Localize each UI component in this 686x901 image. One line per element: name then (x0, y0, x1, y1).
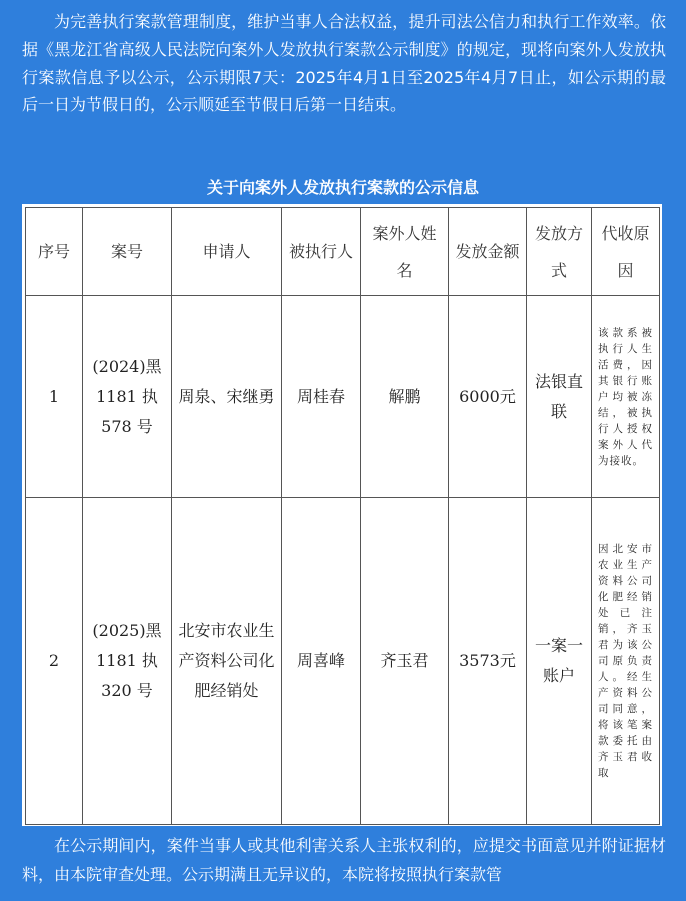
header-reason: 代收原因 (592, 208, 660, 296)
row-no: 1 (26, 296, 83, 498)
table-row (26, 498, 660, 825)
intro-paragraph: 为完善执行案款管理制度，维护当事人合法权益，提升司法公信力和执行工作效率。依据《黑龙江省高级人民法院向案外人发放执行案款公示制度》的规定，现将向案外人发放执行案款信息予以公示，公示期限7天：2025年4月1日至2025年4月7日止，如公示期的最后一日为节假日的，公示顺延至节假日后第一日结束。 (22, 12, 666, 115)
row-executed: 周桂春 (282, 296, 361, 498)
header-executed: 被执行人 (282, 208, 361, 296)
row-executed: 周喜峰 (282, 498, 361, 825)
row-method: 法银直联 (527, 296, 592, 498)
row-case: (2025)黑 1181 执 320 号 (83, 498, 172, 825)
row-case: (2024)黑 1181 执 578 号 (83, 296, 172, 498)
row-outsider: 齐玉君 (361, 498, 449, 825)
header-case: 案号 (83, 208, 172, 296)
table-row (26, 296, 660, 498)
row-amount: 3573元 (449, 498, 527, 825)
closing-paragraph: 在公示期间内，案件当事人或其他利害关系人主张权利的，应提交书面意见并附证据材料，由本院审查处理。公示期满且无异议的，本院将按照执行案款管 (22, 836, 666, 884)
header-outsider: 案外人姓名 (361, 208, 449, 296)
announcement-table (25, 207, 660, 825)
row-method: 一案一账户 (527, 498, 592, 825)
row-applicant: 周泉、宋继勇 (172, 296, 282, 498)
announcement-table-card (22, 204, 662, 826)
row-reason: 该款系被执行人生活费，因其银行账户均被冻结，被执行人授权案外人代为接收。 (592, 296, 660, 498)
row-amount: 6000元 (449, 296, 527, 498)
row-no: 2 (26, 498, 83, 825)
header-amount: 发放金额 (449, 208, 527, 296)
row-reason: 因北安市农业生产资料公司化肥经销处已注销，齐玉君为该公司原负责人。经生产资料公司同意，将该笔案款委托由齐玉君收取 (592, 498, 660, 825)
header-method: 发放方式 (527, 208, 592, 296)
table-header-row (26, 208, 660, 296)
row-outsider: 解鹏 (361, 296, 449, 498)
header-applicant: 申请人 (172, 208, 282, 296)
table-title: 关于向案外人发放执行案款的公示信息 (206, 178, 479, 197)
header-no: 序号 (26, 208, 83, 296)
row-applicant: 北安市农业生产资料公司化肥经销处 (172, 498, 282, 825)
